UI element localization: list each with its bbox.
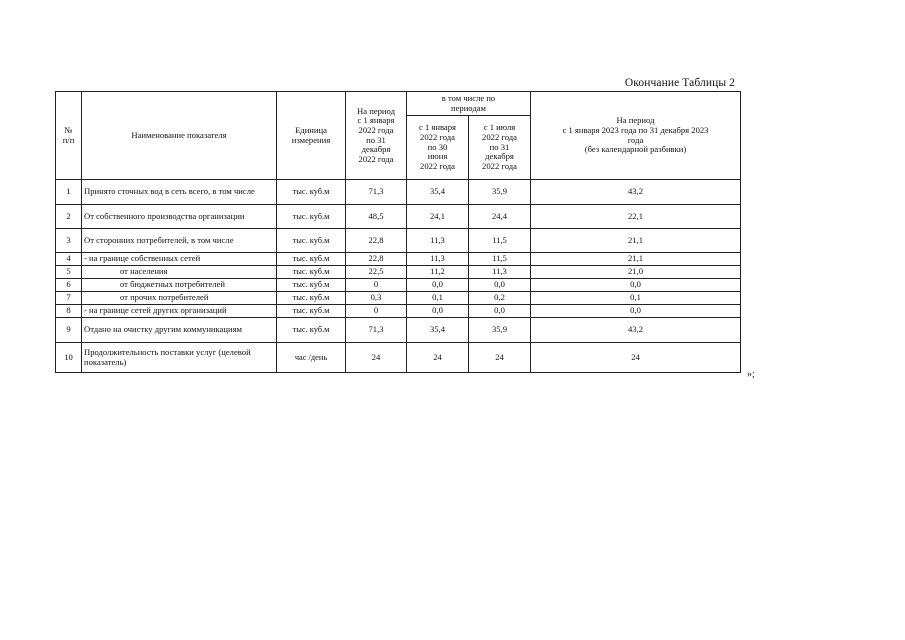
- row-value-2023: 21,0: [531, 266, 741, 279]
- row-number: 1: [56, 180, 82, 205]
- row-name: от населения: [82, 266, 277, 279]
- table-row: [56, 180, 741, 205]
- row-number: 2: [56, 205, 82, 229]
- indicators-table: [55, 91, 741, 373]
- row-value-2022: 71,3: [346, 318, 407, 343]
- table-row: [56, 279, 741, 292]
- row-number: 5: [56, 266, 82, 279]
- row-value-half-2: 11,5: [469, 229, 531, 253]
- row-value-half-1: 24,1: [407, 205, 469, 229]
- closing-quote: »;: [747, 369, 755, 380]
- table-row: [56, 318, 741, 343]
- header-periods-group: в том числе по периодам: [407, 92, 531, 116]
- row-value-2023: 21,1: [531, 253, 741, 266]
- row-number: 3: [56, 229, 82, 253]
- table-row: [56, 305, 741, 318]
- row-value-half-2: 24,4: [469, 205, 531, 229]
- row-number: 4: [56, 253, 82, 266]
- row-value-2023: 0,0: [531, 279, 741, 292]
- table-row: [56, 343, 741, 373]
- table-row: [56, 229, 741, 253]
- row-unit: тыс. куб.м: [277, 279, 346, 292]
- table-row: [56, 292, 741, 305]
- header-period-2023: На период с 1 января 2023 года по 31 декабря 2023 года (без календарной разбивки): [531, 92, 741, 180]
- header-unit: Единица измерения: [277, 92, 346, 180]
- row-value-half-1: 11,3: [407, 229, 469, 253]
- row-value-half-1: 24: [407, 343, 469, 373]
- row-number: 6: [56, 279, 82, 292]
- row-value-2022: 22,5: [346, 266, 407, 279]
- table-row: [56, 266, 741, 279]
- row-value-half-1: 11,2: [407, 266, 469, 279]
- row-value-2022: 24: [346, 343, 407, 373]
- header-half-1: с 1 января 2022 года по 30 июня 2022 года: [407, 116, 469, 180]
- row-unit: тыс. куб.м: [277, 229, 346, 253]
- row-name: от прочих потребителей: [82, 292, 277, 305]
- row-value-2022: 0: [346, 279, 407, 292]
- row-value-2022: 22,8: [346, 229, 407, 253]
- row-name: - на границе сетей других организаций: [82, 305, 277, 318]
- header-half-2: с 1 июля 2022 года по 31 декабря 2022 года: [469, 116, 531, 180]
- row-value-half-1: 11,3: [407, 253, 469, 266]
- row-value-half-2: 35,9: [469, 180, 531, 205]
- row-value-2023: 0,1: [531, 292, 741, 305]
- row-value-half-1: 35,4: [407, 318, 469, 343]
- row-value-2023: 0,0: [531, 305, 741, 318]
- row-number: 7: [56, 292, 82, 305]
- row-value-half-1: 0,1: [407, 292, 469, 305]
- row-value-half-2: 11,5: [469, 253, 531, 266]
- row-value-2023: 43,2: [531, 318, 741, 343]
- header-num: № п/п: [56, 92, 82, 180]
- row-name: Принято сточных вод в сеть всего, в том числе: [82, 180, 277, 205]
- row-unit: тыс. куб.м: [277, 266, 346, 279]
- row-unit: тыс. куб.м: [277, 318, 346, 343]
- row-value-half-1: 35,4: [407, 180, 469, 205]
- row-number: 10: [56, 343, 82, 373]
- row-value-2023: 24: [531, 343, 741, 373]
- row-unit: час /день: [277, 343, 346, 373]
- row-value-2022: 22,8: [346, 253, 407, 266]
- row-name: От сторонних потребителей, в том числе: [82, 229, 277, 253]
- row-value-2022: 0,3: [346, 292, 407, 305]
- header-period-2022: На период с 1 января 2022 года по 31 декабря 2022 года: [346, 92, 407, 180]
- row-number: 9: [56, 318, 82, 343]
- row-value-half-1: 0,0: [407, 305, 469, 318]
- row-value-2022: 71,3: [346, 180, 407, 205]
- row-unit: тыс. куб.м: [277, 253, 346, 266]
- row-value-half-2: 35,9: [469, 318, 531, 343]
- row-value-half-2: 0,0: [469, 279, 531, 292]
- row-name: Отдано на очистку другим коммуникациям: [82, 318, 277, 343]
- row-unit: тыс. куб.м: [277, 205, 346, 229]
- row-unit: тыс. куб.м: [277, 305, 346, 318]
- table-row: [56, 253, 741, 266]
- row-value-half-2: 0,0: [469, 305, 531, 318]
- row-value-half-2: 11,3: [469, 266, 531, 279]
- row-name: От собственного производства организации: [82, 205, 277, 229]
- row-number: 8: [56, 305, 82, 318]
- row-value-2022: 0: [346, 305, 407, 318]
- row-name: Продолжительность поставки услуг (целевой показатель): [82, 343, 277, 373]
- row-value-2022: 48,5: [346, 205, 407, 229]
- row-value-half-2: 0,2: [469, 292, 531, 305]
- row-value-2023: 22,1: [531, 205, 741, 229]
- row-value-2023: 21,1: [531, 229, 741, 253]
- row-value-half-1: 0,0: [407, 279, 469, 292]
- row-value-2023: 43,2: [531, 180, 741, 205]
- row-unit: тыс. куб.м: [277, 292, 346, 305]
- row-unit: тыс. куб.м: [277, 180, 346, 205]
- row-name: от бюджетных потребителей: [82, 279, 277, 292]
- row-value-half-2: 24: [469, 343, 531, 373]
- table-row: [56, 205, 741, 229]
- table-caption: Окончание Таблицы 2: [624, 77, 735, 89]
- row-name: - на границе собственных сетей: [82, 253, 277, 266]
- header-name: Наименование показателя: [82, 92, 277, 180]
